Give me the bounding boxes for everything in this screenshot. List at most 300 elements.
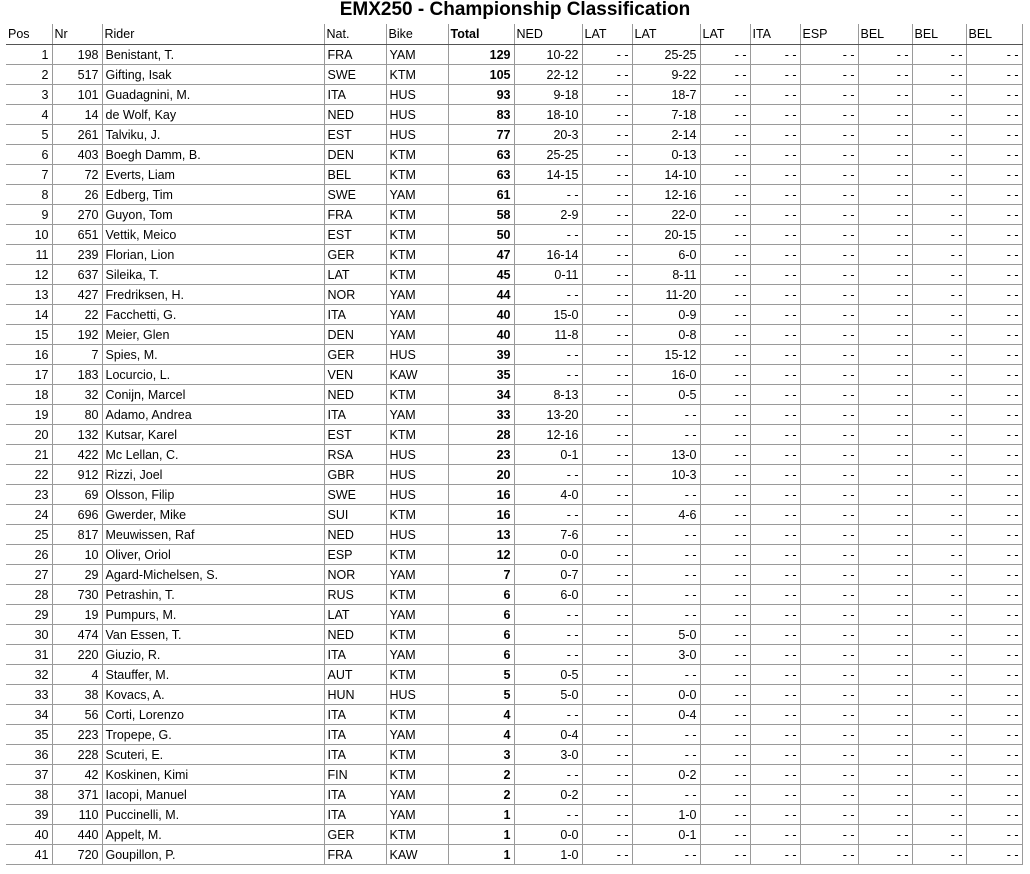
table-row bbox=[6, 285, 1022, 305]
table-cell: - - bbox=[966, 325, 1022, 345]
table-cell: 14 bbox=[6, 305, 52, 325]
table-cell: - - bbox=[700, 385, 750, 405]
table-cell: 696 bbox=[52, 505, 102, 525]
table-cell: 1-0 bbox=[632, 805, 700, 825]
table-cell: - - bbox=[750, 645, 800, 665]
table-cell: - - bbox=[966, 405, 1022, 425]
table-cell: - - bbox=[966, 525, 1022, 545]
table-cell: 7 bbox=[52, 345, 102, 365]
table-cell: 14-10 bbox=[632, 165, 700, 185]
table-cell: - - bbox=[700, 305, 750, 325]
table-cell: 6 bbox=[448, 645, 514, 665]
table-cell: - - bbox=[750, 165, 800, 185]
table-cell: 15 bbox=[6, 325, 52, 345]
table-cell: - - bbox=[966, 765, 1022, 785]
table-cell: 26 bbox=[6, 545, 52, 565]
table-cell: - - bbox=[800, 625, 858, 645]
table-cell: - - bbox=[858, 705, 912, 725]
table-cell: - - bbox=[750, 565, 800, 585]
table-cell: 9-22 bbox=[632, 65, 700, 85]
table-cell: Facchetti, G. bbox=[102, 305, 324, 325]
table-cell: 3 bbox=[6, 85, 52, 105]
table-cell: 912 bbox=[52, 465, 102, 485]
table-cell: LAT bbox=[324, 265, 386, 285]
table-cell: LAT bbox=[324, 605, 386, 625]
table-cell: DEN bbox=[324, 325, 386, 345]
table-cell: FIN bbox=[324, 765, 386, 785]
table-cell: - - bbox=[514, 505, 582, 525]
table-cell: 38 bbox=[52, 685, 102, 705]
table-cell: - - bbox=[858, 565, 912, 585]
table-cell: KTM bbox=[386, 225, 448, 245]
table-cell: 220 bbox=[52, 645, 102, 665]
table-cell: 56 bbox=[52, 705, 102, 725]
table-row bbox=[6, 385, 1022, 405]
table-cell: - - bbox=[750, 285, 800, 305]
column-header: Rider bbox=[102, 24, 324, 45]
table-cell: - - bbox=[800, 225, 858, 245]
table-row bbox=[6, 785, 1022, 805]
table-cell: - - bbox=[966, 305, 1022, 325]
table-cell: - - bbox=[700, 525, 750, 545]
table-header-row bbox=[6, 24, 1022, 45]
table-cell: 18-7 bbox=[632, 85, 700, 105]
table-cell: - - bbox=[966, 745, 1022, 765]
table-cell: - - bbox=[632, 405, 700, 425]
table-cell: - - bbox=[582, 445, 632, 465]
table-cell: - - bbox=[858, 825, 912, 845]
table-row bbox=[6, 765, 1022, 785]
table-cell: 651 bbox=[52, 225, 102, 245]
table-cell: 730 bbox=[52, 585, 102, 605]
table-cell: - - bbox=[858, 685, 912, 705]
table-cell: Guadagnini, M. bbox=[102, 85, 324, 105]
table-cell: - - bbox=[750, 305, 800, 325]
table-cell: - - bbox=[514, 605, 582, 625]
table-row bbox=[6, 105, 1022, 125]
table-cell: 440 bbox=[52, 825, 102, 845]
table-cell: KTM bbox=[386, 425, 448, 445]
table-cell: 13-0 bbox=[632, 445, 700, 465]
table-cell: Boegh Damm, B. bbox=[102, 145, 324, 165]
table-cell: - - bbox=[858, 545, 912, 565]
table-cell: - - bbox=[912, 65, 966, 85]
table-cell: de Wolf, Kay bbox=[102, 105, 324, 125]
table-cell: YAM bbox=[386, 405, 448, 425]
table-cell: 0-5 bbox=[632, 385, 700, 405]
table-cell: BEL bbox=[324, 165, 386, 185]
column-header: Total bbox=[448, 24, 514, 45]
table-cell: 12 bbox=[6, 265, 52, 285]
table-cell: - - bbox=[750, 705, 800, 725]
table-cell: FRA bbox=[324, 845, 386, 865]
table-cell: HUN bbox=[324, 685, 386, 705]
table-cell: 30 bbox=[6, 625, 52, 645]
table-cell: 41 bbox=[6, 845, 52, 865]
table-cell: - - bbox=[912, 165, 966, 185]
table-cell: HUS bbox=[386, 105, 448, 125]
table-cell: - - bbox=[582, 85, 632, 105]
table-cell: 28 bbox=[448, 425, 514, 445]
table-cell: - - bbox=[750, 125, 800, 145]
table-cell: 427 bbox=[52, 285, 102, 305]
table-cell: NED bbox=[324, 525, 386, 545]
table-cell: - - bbox=[582, 345, 632, 365]
table-cell: - - bbox=[582, 785, 632, 805]
table-cell: - - bbox=[750, 765, 800, 785]
column-header: ITA bbox=[750, 24, 800, 45]
table-cell: Everts, Liam bbox=[102, 165, 324, 185]
table-cell: - - bbox=[800, 505, 858, 525]
table-cell: - - bbox=[912, 365, 966, 385]
table-cell: - - bbox=[966, 725, 1022, 745]
table-cell: 35 bbox=[6, 725, 52, 745]
table-cell: - - bbox=[912, 645, 966, 665]
table-cell: - - bbox=[800, 605, 858, 625]
table-row bbox=[6, 85, 1022, 105]
table-cell: - - bbox=[966, 485, 1022, 505]
table-cell: HUS bbox=[386, 125, 448, 145]
table-cell: - - bbox=[800, 825, 858, 845]
table-cell: - - bbox=[912, 605, 966, 625]
table-cell: Meier, Glen bbox=[102, 325, 324, 345]
table-cell: - - bbox=[582, 265, 632, 285]
table-cell: - - bbox=[750, 185, 800, 205]
table-cell: KTM bbox=[386, 745, 448, 765]
table-cell: KTM bbox=[386, 825, 448, 845]
table-cell: - - bbox=[858, 605, 912, 625]
table-cell: - - bbox=[582, 845, 632, 865]
table-cell: 40 bbox=[448, 325, 514, 345]
table-cell: 25 bbox=[6, 525, 52, 545]
table-cell: - - bbox=[700, 785, 750, 805]
table-cell: SUI bbox=[324, 505, 386, 525]
table-row bbox=[6, 705, 1022, 725]
table-cell: 0-11 bbox=[514, 265, 582, 285]
table-cell: KTM bbox=[386, 505, 448, 525]
table-cell: - - bbox=[800, 665, 858, 685]
table-cell: - - bbox=[800, 725, 858, 745]
table-cell: 8-11 bbox=[632, 265, 700, 285]
table-cell: KTM bbox=[386, 545, 448, 565]
table-cell: - - bbox=[582, 545, 632, 565]
table-cell: - - bbox=[858, 845, 912, 865]
table-cell: - - bbox=[966, 505, 1022, 525]
table-cell: YAM bbox=[386, 185, 448, 205]
table-cell: - - bbox=[800, 405, 858, 425]
table-cell: 0-0 bbox=[514, 825, 582, 845]
table-cell: - - bbox=[912, 825, 966, 845]
table-cell: - - bbox=[582, 325, 632, 345]
table-cell: 38 bbox=[6, 785, 52, 805]
table-cell: - - bbox=[966, 785, 1022, 805]
table-cell: - - bbox=[912, 245, 966, 265]
table-cell: - - bbox=[858, 805, 912, 825]
table-cell: - - bbox=[966, 125, 1022, 145]
table-cell: Puccinelli, M. bbox=[102, 805, 324, 825]
column-header: BEL bbox=[912, 24, 966, 45]
table-cell: - - bbox=[514, 365, 582, 385]
table-cell: 10-22 bbox=[514, 45, 582, 65]
table-cell: 4 bbox=[52, 665, 102, 685]
table-cell: 13-20 bbox=[514, 405, 582, 425]
table-cell: - - bbox=[966, 365, 1022, 385]
table-cell: - - bbox=[966, 665, 1022, 685]
table-cell: - - bbox=[800, 845, 858, 865]
table-cell: 8-13 bbox=[514, 385, 582, 405]
table-cell: - - bbox=[700, 505, 750, 525]
table-row bbox=[6, 145, 1022, 165]
table-cell: - - bbox=[582, 645, 632, 665]
table-cell: 83 bbox=[448, 105, 514, 125]
table-cell: 69 bbox=[52, 485, 102, 505]
table-cell: - - bbox=[750, 805, 800, 825]
table-cell: - - bbox=[912, 425, 966, 445]
table-cell: - - bbox=[750, 545, 800, 565]
table-cell: 39 bbox=[448, 345, 514, 365]
table-cell: GER bbox=[324, 345, 386, 365]
table-cell: - - bbox=[912, 125, 966, 145]
table-cell: - - bbox=[800, 645, 858, 665]
table-cell: 37 bbox=[6, 765, 52, 785]
table-cell: 239 bbox=[52, 245, 102, 265]
table-cell: KTM bbox=[386, 265, 448, 285]
table-cell: - - bbox=[700, 285, 750, 305]
table-cell: - - bbox=[966, 85, 1022, 105]
table-cell: 3-0 bbox=[514, 745, 582, 765]
table-cell: - - bbox=[750, 485, 800, 505]
column-header: Nat. bbox=[324, 24, 386, 45]
table-cell: - - bbox=[966, 345, 1022, 365]
table-cell: - - bbox=[582, 805, 632, 825]
table-cell: 47 bbox=[448, 245, 514, 265]
table-cell: NED bbox=[324, 385, 386, 405]
table-cell: - - bbox=[858, 245, 912, 265]
table-cell: - - bbox=[700, 625, 750, 645]
table-cell: 371 bbox=[52, 785, 102, 805]
table-cell: - - bbox=[800, 345, 858, 365]
table-cell: 0-8 bbox=[632, 325, 700, 345]
table-cell: 40 bbox=[448, 305, 514, 325]
table-cell: - - bbox=[750, 465, 800, 485]
table-cell: 20 bbox=[6, 425, 52, 445]
table-cell: - - bbox=[966, 105, 1022, 125]
table-cell: 6-0 bbox=[514, 585, 582, 605]
table-cell: - - bbox=[700, 325, 750, 345]
table-cell: - - bbox=[966, 805, 1022, 825]
table-cell: - - bbox=[800, 465, 858, 485]
table-cell: 24 bbox=[6, 505, 52, 525]
table-cell: - - bbox=[858, 785, 912, 805]
table-cell: - - bbox=[912, 465, 966, 485]
table-cell: - - bbox=[800, 525, 858, 545]
table-cell: - - bbox=[966, 645, 1022, 665]
table-row bbox=[6, 825, 1022, 845]
table-cell: EST bbox=[324, 225, 386, 245]
table-cell: Olsson, Filip bbox=[102, 485, 324, 505]
table-cell: ITA bbox=[324, 645, 386, 665]
table-cell: HUS bbox=[386, 525, 448, 545]
table-cell: 16 bbox=[448, 485, 514, 505]
table-cell: Kutsar, Karel bbox=[102, 425, 324, 445]
table-cell: 16 bbox=[448, 505, 514, 525]
table-cell: - - bbox=[966, 465, 1022, 485]
table-cell: - - bbox=[750, 445, 800, 465]
table-cell: - - bbox=[912, 565, 966, 585]
table-cell: 6 bbox=[448, 585, 514, 605]
table-cell: - - bbox=[582, 125, 632, 145]
table-cell: KAW bbox=[386, 365, 448, 385]
table-cell: - - bbox=[750, 385, 800, 405]
table-cell: - - bbox=[800, 545, 858, 565]
table-cell: Koskinen, Kimi bbox=[102, 765, 324, 785]
page-title: EMX250 - Championship Classification bbox=[339, 0, 691, 20]
table-cell: - - bbox=[582, 145, 632, 165]
table-cell: 17 bbox=[6, 365, 52, 385]
table-cell: - - bbox=[858, 345, 912, 365]
table-cell: Stauffer, M. bbox=[102, 665, 324, 685]
table-cell: 1 bbox=[448, 845, 514, 865]
table-cell: - - bbox=[700, 705, 750, 725]
table-cell: - - bbox=[700, 745, 750, 765]
table-cell: - - bbox=[582, 505, 632, 525]
table-cell: - - bbox=[750, 345, 800, 365]
table-cell: - - bbox=[912, 205, 966, 225]
table-cell: - - bbox=[514, 465, 582, 485]
table-cell: KTM bbox=[386, 705, 448, 725]
table-cell: - - bbox=[800, 285, 858, 305]
table-cell: RSA bbox=[324, 445, 386, 465]
table-cell: - - bbox=[858, 65, 912, 85]
table-cell: 0-4 bbox=[514, 725, 582, 745]
table-cell: - - bbox=[858, 305, 912, 325]
table-cell: - - bbox=[800, 765, 858, 785]
table-cell: - - bbox=[632, 525, 700, 545]
table-cell: - - bbox=[912, 385, 966, 405]
table-cell: - - bbox=[858, 425, 912, 445]
table-cell: - - bbox=[966, 825, 1022, 845]
table-cell: - - bbox=[750, 605, 800, 625]
table-cell: VEN bbox=[324, 365, 386, 385]
table-cell: HUS bbox=[386, 345, 448, 365]
table-cell: 4-6 bbox=[632, 505, 700, 525]
table-cell: Spies, M. bbox=[102, 345, 324, 365]
table-cell: 0-0 bbox=[514, 545, 582, 565]
table-cell: KTM bbox=[386, 165, 448, 185]
table-cell: - - bbox=[514, 805, 582, 825]
table-cell: - - bbox=[966, 545, 1022, 565]
table-cell: 18 bbox=[6, 385, 52, 405]
table-cell: Locurcio, L. bbox=[102, 365, 324, 385]
table-cell: - - bbox=[582, 65, 632, 85]
table-cell: - - bbox=[800, 65, 858, 85]
table-cell: 36 bbox=[6, 745, 52, 765]
table-cell: Oliver, Oriol bbox=[102, 545, 324, 565]
table-cell: ITA bbox=[324, 805, 386, 825]
table-cell: - - bbox=[966, 585, 1022, 605]
table-row bbox=[6, 425, 1022, 445]
table-cell: - - bbox=[966, 165, 1022, 185]
table-cell: 0-7 bbox=[514, 565, 582, 585]
table-cell: 14-15 bbox=[514, 165, 582, 185]
table-cell: - - bbox=[514, 765, 582, 785]
table-row bbox=[6, 205, 1022, 225]
table-cell: - - bbox=[582, 385, 632, 405]
table-cell: 6 bbox=[448, 605, 514, 625]
table-cell: 4 bbox=[6, 105, 52, 125]
table-cell: Vettik, Meico bbox=[102, 225, 324, 245]
table-cell: 16-14 bbox=[514, 245, 582, 265]
table-cell: - - bbox=[700, 485, 750, 505]
table-cell: - - bbox=[912, 145, 966, 165]
table-cell: 720 bbox=[52, 845, 102, 865]
table-cell: - - bbox=[800, 785, 858, 805]
table-cell: - - bbox=[800, 245, 858, 265]
table-row bbox=[6, 805, 1022, 825]
table-cell: KTM bbox=[386, 625, 448, 645]
table-cell: - - bbox=[700, 565, 750, 585]
table-cell: 474 bbox=[52, 625, 102, 645]
table-row bbox=[6, 445, 1022, 465]
table-cell: 0-9 bbox=[632, 305, 700, 325]
table-cell: 22 bbox=[52, 305, 102, 325]
table-cell: - - bbox=[582, 605, 632, 625]
table-cell: - - bbox=[700, 405, 750, 425]
table-cell: - - bbox=[700, 245, 750, 265]
table-cell: ITA bbox=[324, 725, 386, 745]
table-cell: - - bbox=[912, 585, 966, 605]
table-cell: - - bbox=[632, 745, 700, 765]
table-cell: - - bbox=[858, 265, 912, 285]
table-cell: NOR bbox=[324, 285, 386, 305]
table-cell: - - bbox=[858, 765, 912, 785]
table-cell: - - bbox=[700, 65, 750, 85]
table-cell: - - bbox=[912, 265, 966, 285]
table-cell: - - bbox=[582, 705, 632, 725]
column-header: Pos bbox=[6, 24, 52, 45]
table-cell: - - bbox=[750, 785, 800, 805]
table-cell: 0-5 bbox=[514, 665, 582, 685]
table-cell: - - bbox=[700, 665, 750, 685]
table-cell: - - bbox=[582, 405, 632, 425]
table-cell: - - bbox=[750, 625, 800, 645]
table-cell: - - bbox=[582, 45, 632, 65]
table-cell: - - bbox=[966, 565, 1022, 585]
table-cell: 110 bbox=[52, 805, 102, 825]
table-cell: - - bbox=[750, 105, 800, 125]
table-cell: Gifting, Isak bbox=[102, 65, 324, 85]
table-cell: 15-12 bbox=[632, 345, 700, 365]
table-cell: - - bbox=[582, 825, 632, 845]
table-cell: 63 bbox=[448, 165, 514, 185]
table-cell: - - bbox=[800, 445, 858, 465]
table-cell: - - bbox=[966, 145, 1022, 165]
table-cell: Appelt, M. bbox=[102, 825, 324, 845]
table-cell: YAM bbox=[386, 725, 448, 745]
table-cell: 5-0 bbox=[632, 625, 700, 645]
table-cell: - - bbox=[912, 445, 966, 465]
table-cell: 50 bbox=[448, 225, 514, 245]
table-cell: - - bbox=[966, 445, 1022, 465]
table-cell: - - bbox=[966, 185, 1022, 205]
table-cell: - - bbox=[800, 805, 858, 825]
table-cell: - - bbox=[912, 185, 966, 205]
table-cell: - - bbox=[700, 265, 750, 285]
table-cell: Sileika, T. bbox=[102, 265, 324, 285]
table-cell: - - bbox=[514, 185, 582, 205]
table-cell: - - bbox=[858, 325, 912, 345]
table-cell: - - bbox=[800, 425, 858, 445]
